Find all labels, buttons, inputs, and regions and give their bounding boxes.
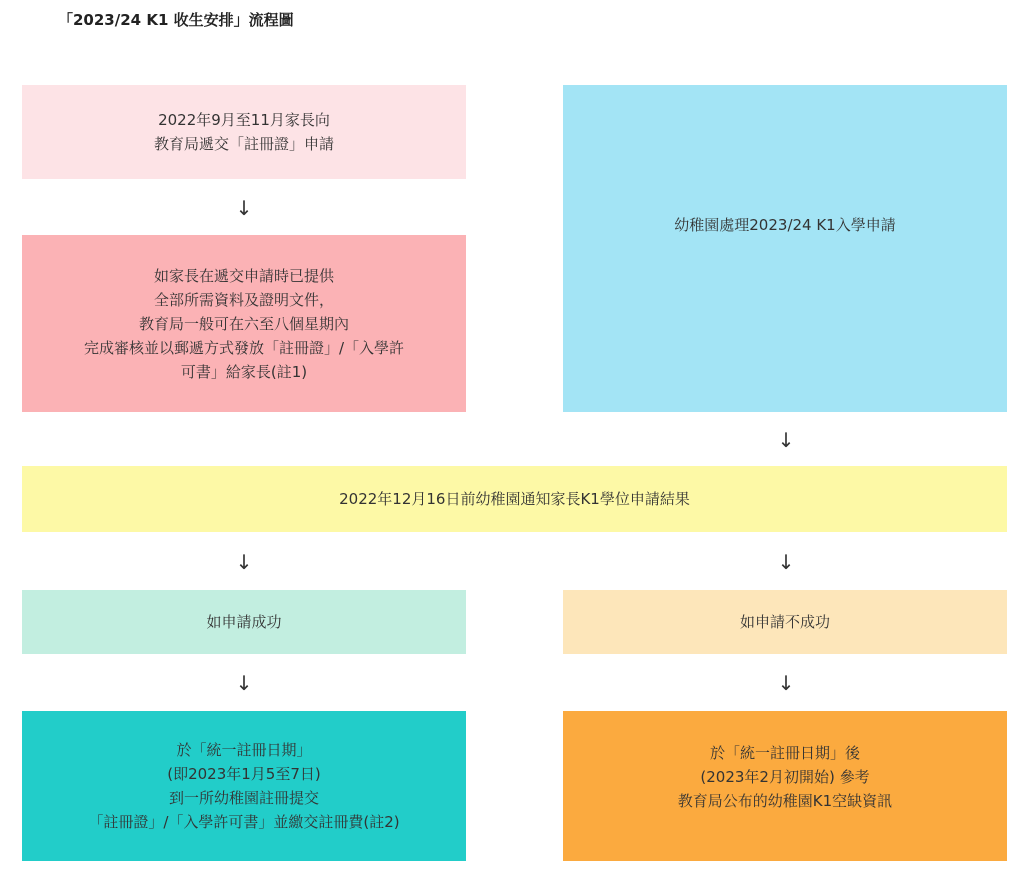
step-edb-review-box: 如家長在遞交申請時已提供 全部所需資料及證明文件， 教育局一般可在六至八個星期內 完成審核並以郵遞方式發放「註冊證」/「入學許 可書」給家長(註1) <box>22 235 466 412</box>
step-apply-registration-box: 2022年9月至11月家長向 教育局遞交「註冊證」申請 <box>22 85 466 179</box>
arrow-down-icon: ↓ <box>777 671 795 695</box>
arrow-down-icon: ↓ <box>235 671 253 695</box>
arrow-down-icon: ↓ <box>777 428 795 452</box>
kindergarten-process-box: 幼稚園處理2023/24 K1入學申請 <box>563 85 1007 412</box>
application-success-box: 如申請成功 <box>22 590 466 654</box>
success-registration-box: 於「統一註冊日期」 (即2023年1月5至7日) 到一所幼稚園註冊提交 「註冊證」/「入學許可書」並繳交註冊費(註2) <box>22 711 466 861</box>
arrow-down-icon: ↓ <box>777 550 795 574</box>
page-title: 「2023/24 K1 收生安排」流程圖 <box>58 11 294 29</box>
notify-result-box: 2022年12月16日前幼稚園通知家長K1學位申請結果 <box>22 466 1007 532</box>
application-fail-box: 如申請不成功 <box>563 590 1007 654</box>
arrow-down-icon: ↓ <box>235 196 253 220</box>
arrow-down-icon: ↓ <box>235 550 253 574</box>
fail-vacancy-info-box: 於「統一註冊日期」後 (2023年2月初開始) 參考 教育局公布的幼稚園K1空缺資訊 <box>563 711 1007 861</box>
